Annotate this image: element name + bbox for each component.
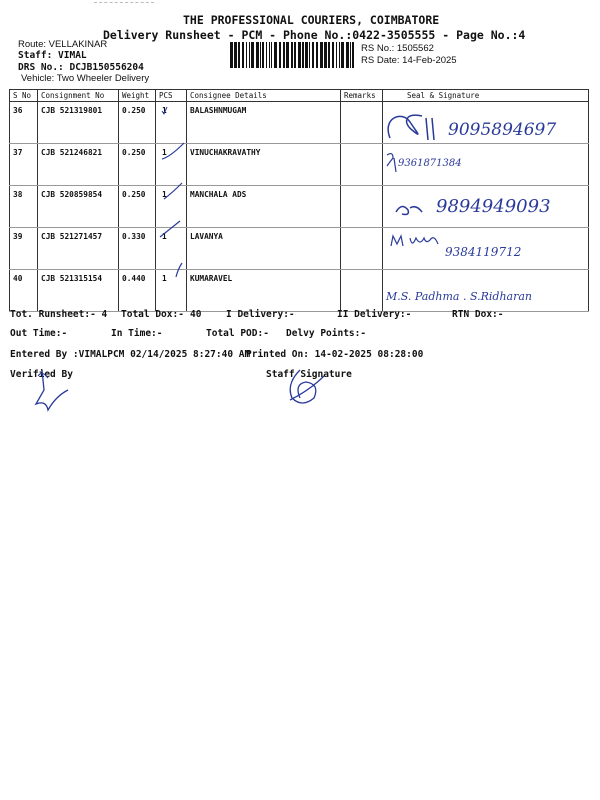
row-sno: 38 (10, 186, 38, 228)
row-consignee: LAVANYA (187, 228, 341, 270)
row-consignment-no: CJB 521319801 (38, 102, 119, 144)
total-dox-value: 40 (190, 309, 202, 320)
handwritten-name-5: M.S. Padhma . S.Ridharan (386, 290, 532, 303)
i-delivery: I Delivery:- (226, 309, 295, 320)
total-dox-label: Total Dox:- (121, 309, 184, 320)
col-weight: Weight (119, 90, 156, 102)
row-weight: 0.440 (119, 270, 156, 312)
col-pcs: PCS (156, 90, 187, 102)
printed-on: Printed On: 14-02-2025 08:28:00 (246, 349, 424, 360)
row-pcs: 1 (156, 186, 187, 228)
top-edge-mark (94, 2, 154, 4)
row-weight: 0.250 (119, 102, 156, 144)
row-remarks (341, 270, 383, 312)
col-seal-signature: Seal & Signature (383, 90, 589, 102)
row-remarks (341, 228, 383, 270)
handwritten-phone-2: 9361871384 (398, 158, 462, 169)
row-pcs: 1 (156, 228, 187, 270)
verifier-signature (28, 366, 78, 416)
total-pod: Total POD:- (206, 328, 269, 339)
handwritten-mark-3 (392, 198, 426, 220)
rtn-dox: RTN Dox:- (452, 309, 504, 320)
row-remarks (341, 102, 383, 144)
row-pcs: 1 (156, 270, 187, 312)
company-title: THE PROFESSIONAL COURIERS, COIMBATORE (183, 13, 440, 27)
row-weight: 0.330 (119, 228, 156, 270)
entered-by: Entered By :VIMALPCM 02/14/2025 8:27:40 AM (10, 349, 251, 360)
tot-runsheet: Tot. Runsheet:- 4 (10, 309, 108, 320)
table-row (10, 144, 589, 186)
row-sno: 39 (10, 228, 38, 270)
in-time: In Time:- (111, 328, 163, 339)
row-remarks (341, 186, 383, 228)
out-time: Out Time:- (10, 328, 68, 339)
row-consignment-no: CJB 520859854 (38, 186, 119, 228)
row-consignment-no: CJB 521271457 (38, 228, 119, 270)
row-consignee: BALASHNMUGAM (187, 102, 341, 144)
staff-signature-label: Staff Signature (266, 369, 352, 380)
row-sno: 37 (10, 144, 38, 186)
runsheet-subtitle: Delivery Runsheet - PCM - Phone No.:0422-3505555 - Page No.:4 (103, 28, 526, 42)
row-consignee: MANCHALA ADS (187, 186, 341, 228)
rs-number: RS No.: 1505562 (361, 43, 434, 54)
row-pcs: 1 (156, 144, 187, 186)
col-consignment: Consignment No (38, 90, 119, 102)
col-sno: S No (10, 90, 38, 102)
handwritten-phone-1: 9095894697 (448, 120, 557, 140)
row-consignee: VINUCHAKRAVATHY (187, 144, 341, 186)
staff-signature (282, 366, 332, 416)
row-consignment-no: CJB 521315154 (38, 270, 119, 312)
handwritten-signature-4 (388, 230, 444, 254)
handwritten-signature-1 (382, 108, 442, 148)
route-label: Route: VELLAKINAR (18, 39, 108, 50)
row-weight: 0.250 (119, 186, 156, 228)
barcode-image (230, 42, 355, 68)
staff-label: Staff: VIMAL (18, 50, 87, 61)
delvy-points: Delvy Points:- (286, 328, 367, 339)
vehicle-label: Vehicle: Two Wheeler Delivery (21, 73, 150, 84)
row-sno: 40 (10, 270, 38, 312)
row-weight: 0.250 (119, 144, 156, 186)
row-pcs: 1 (156, 102, 187, 144)
rs-date: RS Date: 14-Feb-2025 (361, 55, 457, 66)
table-header-row (10, 90, 589, 102)
col-consignee: Consignee Details (187, 90, 341, 102)
handwritten-phone-4: 9384119712 (445, 245, 522, 259)
tick-marks (158, 101, 188, 301)
row-sno: 36 (10, 102, 38, 144)
handwritten-phone-3: 9894949093 (436, 196, 551, 217)
col-remarks: Remarks (341, 90, 383, 102)
ii-delivery: II Delivery:- (337, 309, 412, 320)
row-remarks (341, 144, 383, 186)
verified-by-label: Verified By (10, 369, 73, 380)
row-consignment-no: CJB 521246821 (38, 144, 119, 186)
drs-number: DRS No.: DCJB150556204 (18, 62, 144, 73)
row-consignee: KUMARAVEL (187, 270, 341, 312)
